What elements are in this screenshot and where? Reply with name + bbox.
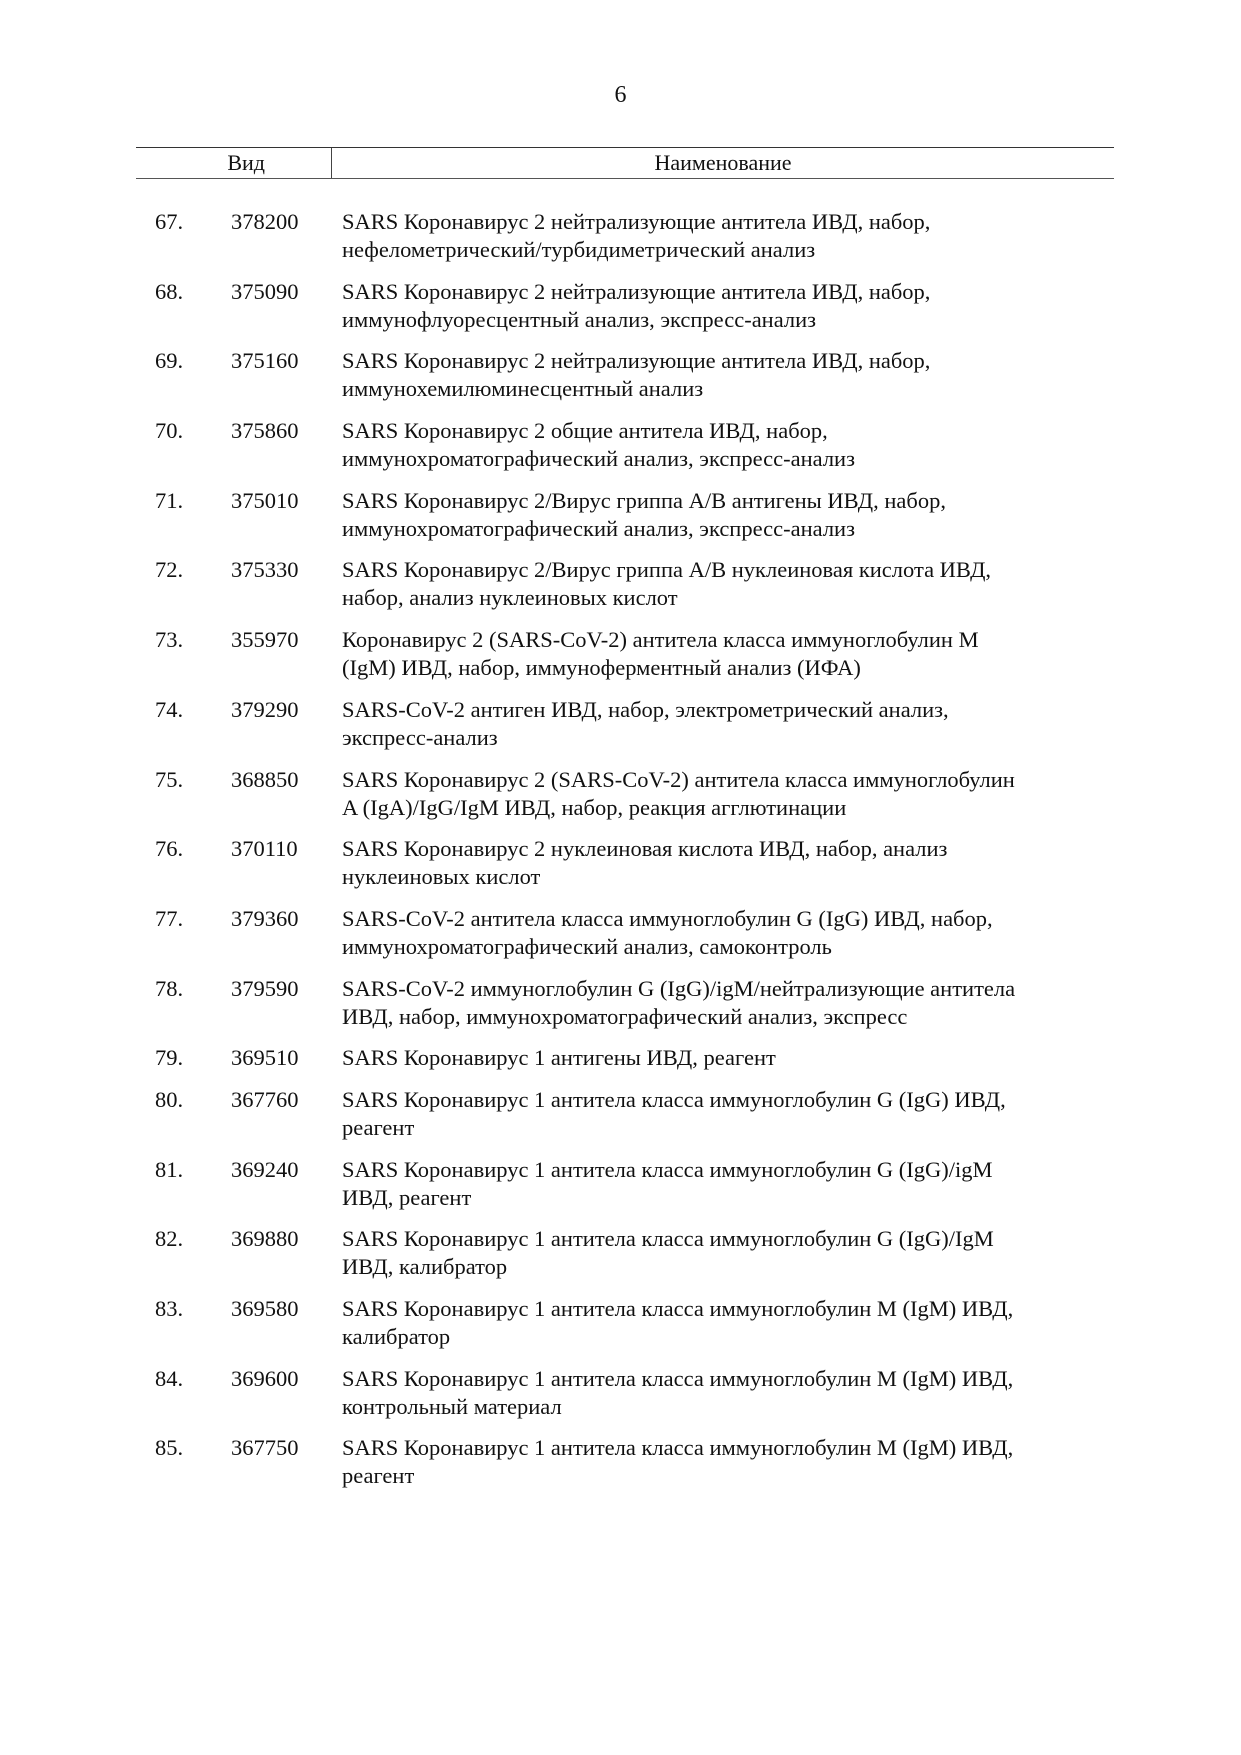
row-name — [342, 417, 1114, 473]
row-name-line: SARS Коронавирус 2 нейтрализующие антитела ИВД, набор, — [342, 209, 931, 234]
row-name-line: Коронавирус 2 (SARS-CoV-2) антитела класса иммуноглобулин M — [342, 627, 979, 653]
row-name-line: экспресс-анализ — [342, 724, 498, 750]
row-name-line: SARS Коронавирус 1 антитела класса иммуноглобулин M (IgM) ИВД, — [342, 1296, 1014, 1321]
row-name-line: ИВД, реагент — [342, 1184, 472, 1210]
table-row — [136, 1225, 1114, 1281]
row-name-line: SARS Коронавирус 2/Вирус гриппа A/B антигены ИВД, набор, — [342, 487, 946, 513]
row-number: 82. — [155, 1226, 184, 1252]
row-name-line: (IgM) ИВД, набор, иммуноферментный анализ (ИФА) — [342, 655, 861, 681]
row-name-line: контрольный материал — [342, 1393, 562, 1419]
table-row — [136, 696, 1114, 752]
row-code: 379590 — [231, 975, 299, 1001]
row-name — [342, 1044, 1114, 1072]
row-code: 369600 — [231, 1365, 299, 1391]
row-name-line: SARS Коронавирус 1 антитела класса иммуноглобулин M (IgM) ИВД, — [342, 1365, 1014, 1391]
row-name-line: SARS Коронавирус 1 антитела класса иммуноглобулин G (IgG)/IgM — [342, 1226, 994, 1252]
row-number: 76. — [155, 836, 184, 862]
row-number: 85. — [155, 1435, 184, 1461]
row-code: 369880 — [231, 1226, 299, 1252]
row-name-line: ИВД, калибратор — [342, 1254, 508, 1280]
row-code: 375860 — [231, 418, 299, 444]
column-header-vid: Вид — [136, 148, 332, 178]
row-code: 370110 — [231, 836, 298, 862]
row-name-line: реагент — [342, 1463, 415, 1489]
row-number: 74. — [155, 696, 184, 722]
table-row — [136, 1434, 1114, 1490]
row-number: 80. — [155, 1086, 184, 1112]
row-name — [342, 1225, 1114, 1281]
row-name-line: иммунофлуоресцентный анализ, экспресс-анализ — [342, 306, 817, 332]
row-code: 369580 — [231, 1296, 299, 1321]
row-name-line: ИВД, набор, иммунохроматографический анализ, экспресс — [342, 1003, 908, 1029]
row-name — [342, 1365, 1114, 1421]
row-number: 79. — [155, 1045, 184, 1071]
table-row — [136, 1086, 1114, 1142]
row-code: 379290 — [231, 696, 299, 722]
row-name-line: A (IgA)/IgG/IgM ИВД, набор, реакция агглютинации — [342, 794, 847, 820]
row-name — [342, 626, 1114, 682]
row-name — [342, 1156, 1114, 1212]
row-name — [342, 835, 1114, 891]
table-row — [136, 1365, 1114, 1421]
row-name-line: иммунохроматографический анализ, экспресс-анализ — [342, 446, 855, 472]
row-name-line: SARS Коронавирус 1 антитела класса иммуноглобулин G (IgG)/igM — [342, 1156, 993, 1182]
table-row — [136, 417, 1114, 473]
row-code: 369510 — [231, 1045, 299, 1071]
table-row — [136, 905, 1114, 961]
row-code: 379360 — [231, 905, 299, 931]
row-code: 367750 — [231, 1435, 299, 1461]
row-name-line: SARS-CoV-2 антитела класса иммуноглобулин G (IgG) ИВД, набор, — [342, 905, 993, 931]
row-name-line: SARS Коронавирус 2 общие антитела ИВД, набор, — [342, 418, 828, 444]
row-name-line: SARS-CoV-2 антиген ИВД, набор, электрометрический анализ, — [342, 696, 949, 722]
row-name — [342, 1434, 1114, 1490]
row-name-line: SARS Коронавирус 2/Вирус гриппа A/B нуклеиновая кислота ИВД, — [342, 557, 992, 583]
row-name — [342, 766, 1114, 822]
row-name — [342, 278, 1114, 334]
row-name-line: SARS Коронавирус 2 (SARS-CoV-2) антитела класса иммуноглобулин — [342, 766, 1015, 792]
row-code: 378200 — [231, 209, 299, 234]
row-number: 70. — [155, 418, 184, 444]
row-name — [342, 556, 1114, 612]
row-code: 368850 — [231, 766, 299, 792]
table-header — [136, 147, 1114, 179]
row-name-line: иммунохроматографический анализ, экспресс-анализ — [342, 515, 855, 541]
row-number: 72. — [155, 557, 184, 583]
row-code: 375010 — [231, 487, 299, 513]
row-name-line: SARS Коронавирус 1 антитела класса иммуноглобулин M (IgM) ИВД, — [342, 1435, 1014, 1461]
row-code: 369240 — [231, 1156, 299, 1182]
table-row — [136, 835, 1114, 891]
row-name — [342, 347, 1114, 403]
row-number: 69. — [155, 348, 184, 374]
table-row — [136, 1295, 1114, 1351]
row-name — [342, 975, 1114, 1031]
row-name-line: SARS Коронавирус 1 антитела класса иммуноглобулин G (IgG) ИВД, — [342, 1086, 1006, 1112]
table-row — [136, 1156, 1114, 1212]
row-name — [342, 487, 1114, 543]
row-name-line: калибратор — [342, 1324, 451, 1349]
table-row — [136, 975, 1114, 1031]
row-name — [342, 1295, 1114, 1351]
table-row — [136, 208, 1114, 264]
row-number: 81. — [155, 1156, 184, 1182]
row-code: 355970 — [231, 627, 299, 653]
table-row — [136, 1044, 1114, 1072]
row-number: 67. — [155, 209, 184, 234]
row-number: 77. — [155, 905, 184, 931]
row-name — [342, 1086, 1114, 1142]
row-number: 68. — [155, 278, 184, 304]
row-code: 367760 — [231, 1086, 299, 1112]
page-number: 6 — [614, 82, 627, 108]
table-body — [136, 208, 1114, 1504]
row-number: 75. — [155, 766, 184, 792]
row-number: 83. — [155, 1296, 184, 1321]
row-number: 84. — [155, 1365, 184, 1391]
row-name-line: иммунохроматографический анализ, самоконтроль — [342, 933, 832, 959]
row-name-line: SARS Коронавирус 1 антигены ИВД, реагент — [342, 1045, 776, 1071]
row-code: 375160 — [231, 348, 299, 374]
row-name — [342, 905, 1114, 961]
row-number: 78. — [155, 975, 184, 1001]
row-number: 73. — [155, 627, 184, 653]
row-name-line: SARS Коронавирус 2 нейтрализующие антитела ИВД, набор, — [342, 278, 931, 304]
table-row — [136, 766, 1114, 822]
row-name-line: нуклеиновых кислот — [342, 864, 541, 890]
row-code: 375330 — [231, 557, 299, 583]
row-name-line: иммунохемилюминесцентный анализ — [342, 376, 704, 402]
table-row — [136, 556, 1114, 612]
table-row — [136, 626, 1114, 682]
table-row — [136, 487, 1114, 543]
row-name-line: SARS Коронавирус 2 нуклеиновая кислота ИВД, набор, анализ — [342, 836, 948, 862]
row-name-line: SARS Коронавирус 2 нейтрализующие антитела ИВД, набор, — [342, 348, 931, 374]
row-name — [342, 208, 1114, 264]
table-row — [136, 278, 1114, 334]
column-header-name: Наименование — [654, 150, 792, 175]
row-number: 71. — [155, 487, 184, 513]
row-code: 375090 — [231, 278, 299, 304]
row-name — [342, 696, 1114, 752]
row-name-line: нефелометрический/турбидиметрический анализ — [342, 237, 816, 262]
table-row — [136, 347, 1114, 403]
row-name-line: набор, анализ нуклеиновых кислот — [342, 585, 678, 611]
row-name-line: реагент — [342, 1114, 415, 1140]
row-name-line: SARS-CoV-2 иммуноглобулин G (IgG)/igM/нейтрализующие антитела — [342, 975, 1016, 1001]
